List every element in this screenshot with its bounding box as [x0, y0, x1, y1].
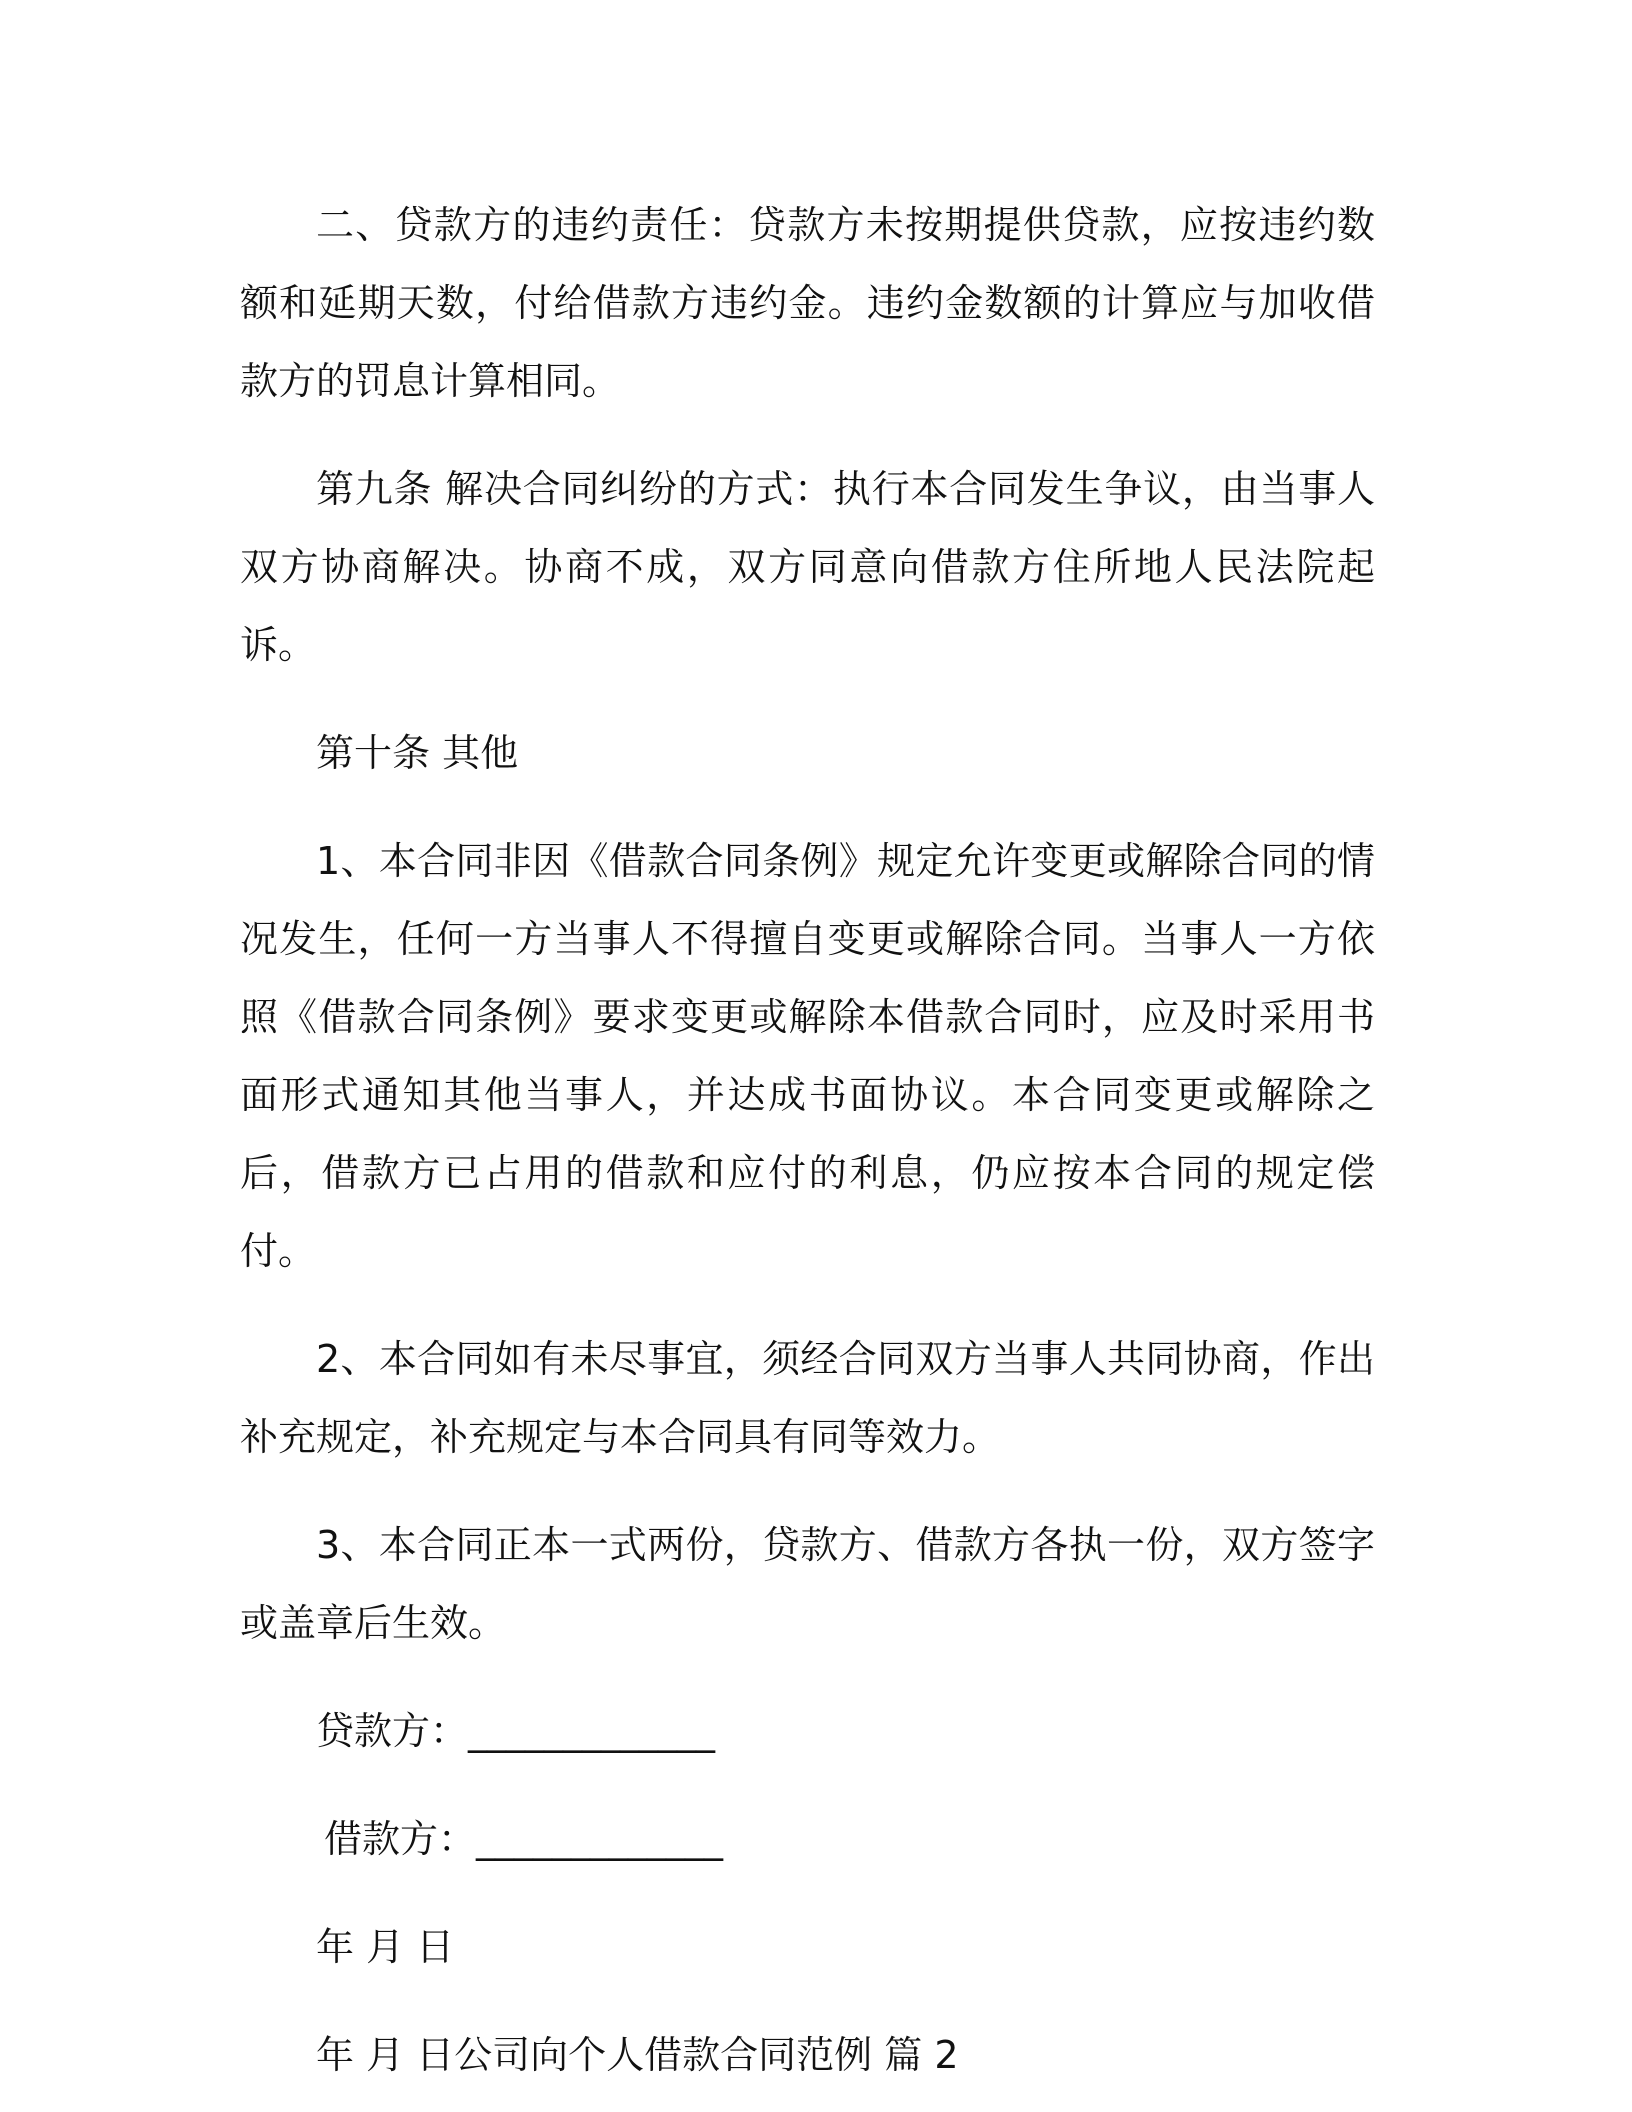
lender-signature-line: 贷款方：_____________: [316, 1709, 716, 1753]
paragraph-article-9: 第九条 解决合同纠纷的方式：执行本合同发生争议，由当事人双方协商解决。协商不成，双方同意向借款方住所地人民法院起诉。: [240, 467, 1375, 667]
paragraph-clause-2: 2、本合同如有未尽事宜，须经合同双方当事人共同协商，作出补充规定，补充规定与本合同具有同等效力。: [240, 1337, 1375, 1459]
paragraph-article-10-heading: 第十条 其他: [316, 731, 519, 775]
borrower-signature-line: 借款方：_____________: [324, 1817, 724, 1861]
date-line: 年 月 日: [316, 1925, 455, 1969]
next-contract-title: 年 月 日公司向个人借款合同范例 篇 2: [316, 2033, 959, 2077]
paragraph-lender-liability: 二、贷款方的违约责任：贷款方未按期提供贷款，应按违约数额和延期天数，付给借款方违约金。违约金数额的计算应与加收借款方的罚息计算相同。: [240, 203, 1375, 403]
document-body: [240, 186, 1375, 2094]
paragraph-clause-3: 3、本合同正本一式两份，贷款方、借款方各执一份，双方签字或盖章后生效。: [240, 1523, 1375, 1645]
paragraph-clause-1: 1、本合同非因《借款合同条例》规定允许变更或解除合同的情况发生，任何一方当事人不得擅自变更或解除合同。当事人一方依照《借款合同条例》要求变更或解除本借款合同时，应及时采用书面形式通知其他当事人，并达成书面协议。本合同变更或解除之后，借款方已占用的借款和应付的利息，仍应按本合同的规定偿付。: [240, 839, 1375, 1273]
